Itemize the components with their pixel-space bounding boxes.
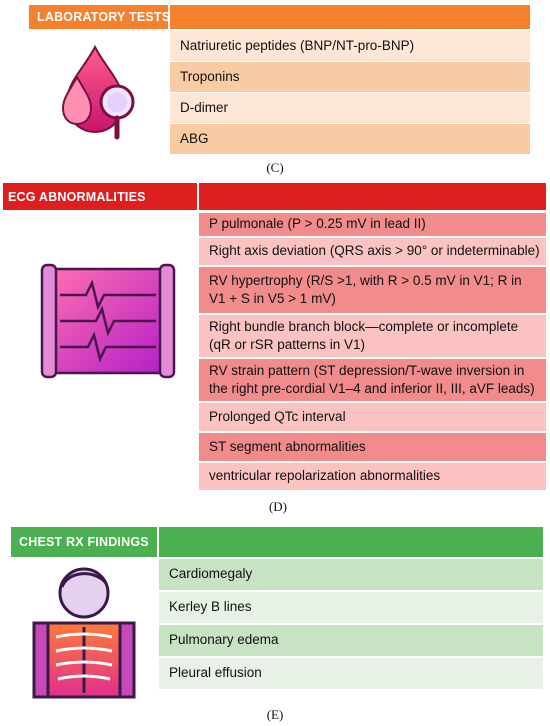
chest-xray-person-icon: [28, 561, 140, 701]
list-item-label: P pulmonale (P > 0.25 mV in lead II): [209, 216, 426, 232]
list-item: [199, 433, 546, 461]
list-item: [199, 359, 546, 401]
list-item-label: Kerley B lines: [169, 599, 252, 615]
list-item-label: Pulmonary edema: [169, 632, 279, 648]
list-item: [170, 124, 530, 154]
list-item: [199, 267, 546, 313]
list-item-label: D-dimer: [180, 99, 229, 115]
list-item-label: Troponins: [180, 68, 240, 84]
list-item: [159, 592, 543, 623]
list-item-label: RV strain pattern (ST depression/T-wave inversion in the right pre-cordial V1–4 and inferior II, III, aVF leads): [209, 362, 535, 396]
chest-rx-findings-header-bar: [159, 527, 543, 557]
list-item-label: Cardiomegaly: [169, 566, 253, 582]
list-item-label: Pleural effusion: [169, 665, 262, 681]
list-item-label: Prolonged QTc interval: [209, 408, 346, 424]
list-item-label: ventricular repolarization abnormalities: [209, 468, 441, 484]
ecg-scroll-icon: [38, 261, 178, 381]
list-item-label: Right axis deviation (QRS axis > 90° or indeterminable): [209, 243, 540, 259]
laboratory-tests-panel: [0, 0, 550, 180]
blood-drop-magnifier-icon: [55, 42, 145, 142]
laboratory-tests-title: LABORATORY TESTS: [37, 10, 171, 24]
list-item: [159, 559, 543, 590]
ecg-abnormalities-title: ECG ABNORMALITIES: [8, 190, 146, 204]
list-item-label: ABG: [180, 130, 209, 146]
list-item: [199, 315, 546, 357]
figure-caption: (D): [268, 499, 288, 514]
list-item: [199, 213, 546, 236]
ecg-abnormalities-list: [199, 213, 546, 490]
figure-caption: (C): [266, 160, 284, 175]
laboratory-tests-header: [29, 5, 171, 29]
list-item: [159, 658, 543, 689]
chest-rx-findings-header: [11, 527, 157, 557]
list-item-label: Right bundle branch block—complete or incomplete (qR or rSR patterns in V1): [209, 318, 519, 352]
ecg-abnormalities-header-bar: [199, 183, 546, 210]
ecg-abnormalities-panel: [0, 183, 550, 523]
ecg-abnormalities-header: [3, 183, 197, 210]
list-item: [159, 625, 543, 656]
list-item-label: ST segment abnormalities: [209, 438, 366, 454]
laboratory-tests-header-bar: [170, 5, 530, 29]
laboratory-tests-list: [170, 31, 530, 154]
chest-rx-findings-title: CHEST RX FINDINGS: [19, 535, 149, 549]
figure-caption: (E): [266, 707, 284, 722]
list-item-label: Natriuretic peptides (BNP/NT-pro-BNP): [180, 37, 415, 53]
chest-rx-findings-panel: [0, 525, 550, 726]
list-item: [170, 93, 530, 123]
list-item: [199, 238, 546, 265]
list-item-label: RV hypertrophy (R/S >1, with R > 0.5 mV in V1; R in V1 + S in V5 > 1 mV): [209, 272, 522, 306]
chest-rx-findings-list: [159, 559, 543, 691]
list-item: [170, 62, 530, 92]
list-item: [199, 403, 546, 431]
list-item: [170, 31, 530, 61]
list-item: [199, 463, 546, 490]
